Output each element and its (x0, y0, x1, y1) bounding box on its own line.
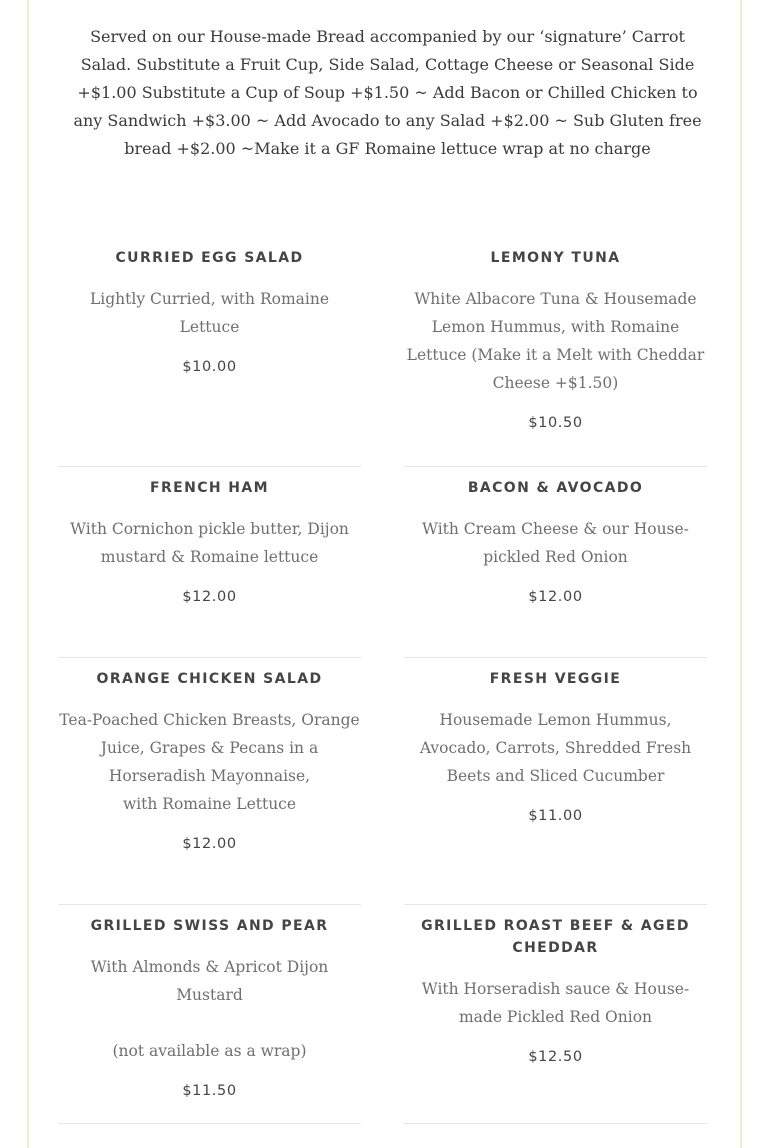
item-description: With Horseradish sauce & House-made Pickled Red Onion (421, 980, 690, 1026)
item-price: $10.00 (182, 359, 237, 375)
item-price: $11.50 (182, 1083, 237, 1099)
item-price: $12.00 (528, 589, 583, 605)
item-price: $12.50 (528, 1049, 583, 1065)
item-name: FRENCH HAM (150, 480, 269, 496)
item-name: LEMONY TUNA (490, 250, 621, 266)
item-description: Lightly Curried, with Romaine Lettuce (89, 290, 329, 336)
menu-item-bacon-avocado (404, 467, 707, 658)
item-description: With Cream Cheese & our House-pickled Red Onion (422, 520, 689, 566)
item-name: ORANGE CHICKEN SALAD (96, 671, 323, 687)
menu-item-curried-egg-salad (58, 237, 361, 467)
item-description: With Cornichon pickle butter, Dijon mustard & Romaine lettuce (70, 520, 349, 566)
item-name: FRESH VEGGIE (489, 671, 622, 687)
menu-item-orange-chicken-salad (58, 658, 361, 905)
item-price: $12.00 (182, 836, 237, 852)
item-name: GRILLED SWISS AND PEAR (90, 918, 329, 934)
menu-intro-text: Served on our House-made Bread accompanied by our ‘signature’ Carrot Salad. Substitute a Fruit Cup, Side Salad, Cottage Cheese or Seasonal Side +$1.00 Substitute a Cup of Soup +$1.50 ~ Add Bacon or Chilled Chicken to any Sandwich +$3.00 ~ Add Avocado to any Salad +$2.00 ~ Sub Gluten free bread +$2.00 ~Make it a GF Romaine lettuce wrap at no charge (73, 27, 702, 158)
item-name: CURRIED EGG SALAD (115, 250, 304, 266)
item-name: BACON & AVOCADO (467, 480, 644, 496)
item-price: $11.00 (528, 808, 583, 824)
menu-item-lemony-tuna (404, 237, 707, 467)
item-description: Housemade Lemon Hummus, Avocado, Carrots, Shredded Fresh Beets and Sliced Cucumber (419, 711, 692, 785)
item-description: Tea-Poached Chicken Breasts, Orange Juice, Grapes & Pecans in a Horseradish Mayonnaise, with Romaine Lettuce (59, 711, 360, 813)
menu-item-fresh-veggie (404, 658, 707, 905)
menu-item-grilled-roast-beef (404, 905, 707, 1124)
menu-item-french-ham (58, 467, 361, 658)
menu-items-grid (58, 237, 708, 1124)
menu-item-grilled-swiss-and-pear (58, 905, 361, 1124)
item-price: $10.50 (528, 415, 583, 431)
item-description: White Albacore Tuna & Housemade Lemon Hummus, with Romaine Lettuce (Make it a Melt with Cheddar Cheese +$1.50) (406, 290, 705, 392)
menu-page (27, 0, 742, 1148)
item-name: GRILLED ROAST BEEF & AGED CHEDDAR (421, 918, 690, 956)
item-description: With Almonds & Apricot Dijon Mustard (not available as a wrap) (90, 958, 329, 1060)
item-price: $12.00 (182, 589, 237, 605)
